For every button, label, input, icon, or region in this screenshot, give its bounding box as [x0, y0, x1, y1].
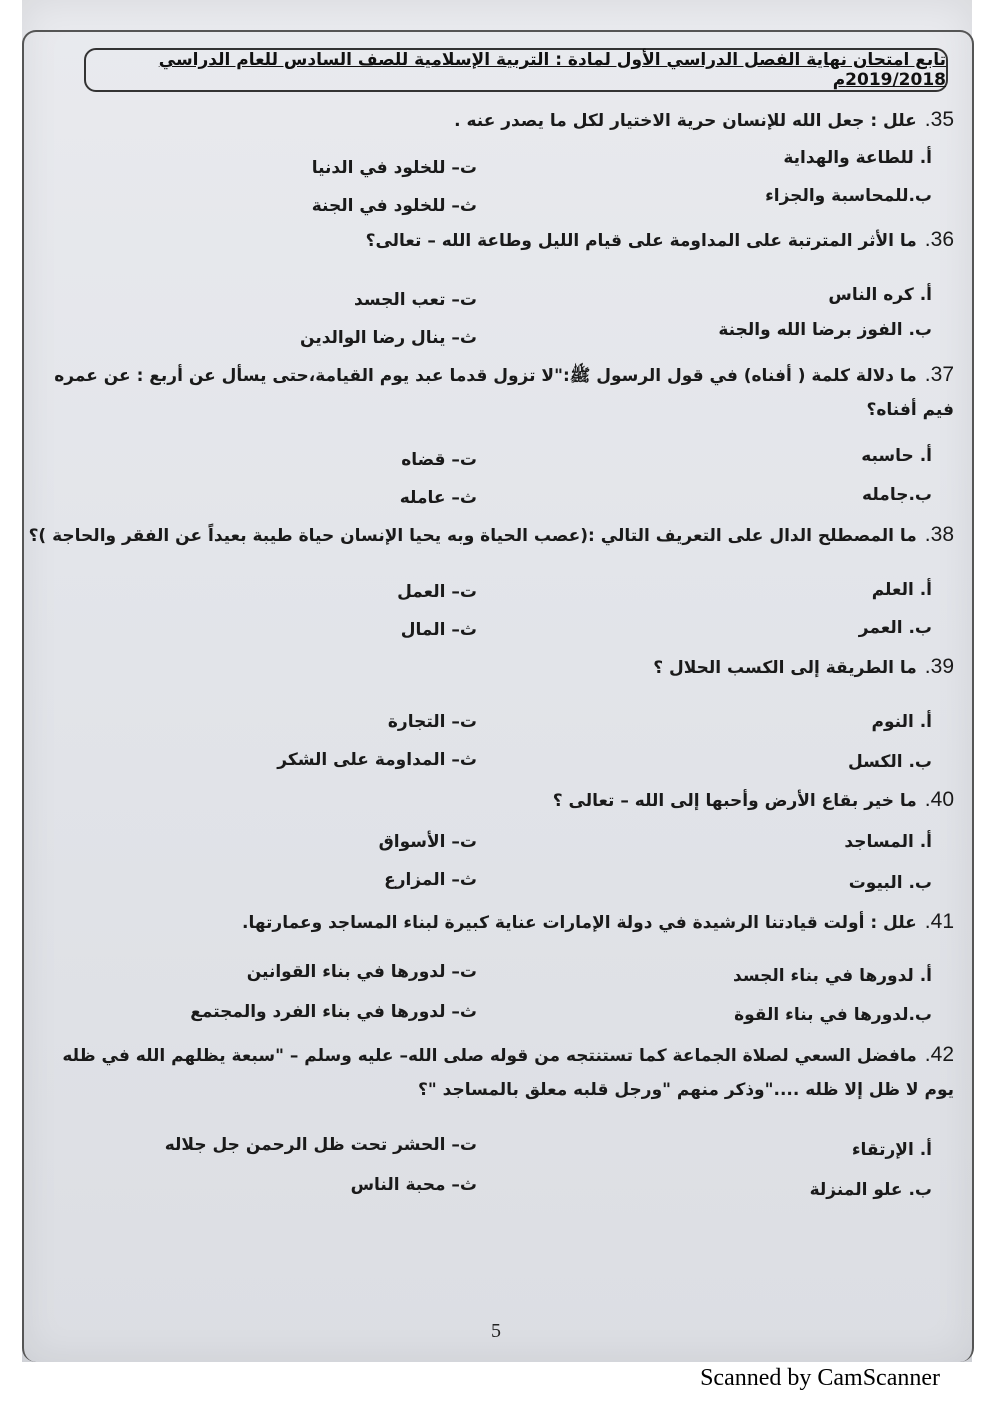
question-37: [30, 358, 954, 427]
option-c: ت– الحشر تحت ظل الرحمن جل جلاله: [164, 1135, 477, 1155]
question-36: [366, 228, 954, 252]
question-number: 38.: [924, 523, 954, 546]
option-d: ث– المزارع: [384, 870, 477, 890]
option-a: أ. النوم: [871, 712, 932, 732]
question-number: 36.: [924, 228, 954, 251]
question-text: ما المصطلح الدال على التعريف التالي :(عصب الحياة وبه يحيا الإنسان حياة طيبة بعيداً عن الفقر والحاجة )؟: [28, 526, 917, 546]
question-number: 39.: [924, 655, 954, 678]
option-d: ث– عامله: [399, 488, 477, 508]
question-38: [29, 523, 954, 547]
option-b: ب.جامله: [862, 485, 932, 505]
option-d: ث– محبة الناس: [350, 1175, 477, 1195]
option-b: ب.لدورها في بناء القوة: [734, 1005, 932, 1025]
question-text: علل : أولت قيادتنا الرشيدة في دولة الإمارات عناية كبيرة لبناء المساجد وعمارتها.: [241, 913, 917, 933]
question-41: [242, 910, 954, 934]
question-39: [653, 655, 954, 679]
option-c: ت– التجارة: [387, 712, 477, 732]
option-b: ب. البيوت: [848, 873, 932, 893]
question-text: ما الأثر المترتبة على المداومة على قيام الليل وطاعة الله – تعالى؟: [365, 231, 917, 251]
option-a: أ. لدورها في بناء الجسد: [733, 966, 932, 986]
question-42: [30, 1038, 954, 1107]
question-text: علل : جعل الله للإنسان حرية الاختيار لكل ما يصدر عنه .: [454, 111, 917, 131]
question-number: 42.: [924, 1043, 954, 1066]
exam-header: تابع امتحان نهاية الفصل الدراسي الأول لمادة : التربية الإسلامية للصف السادس للعام الدراسي 2019/2018م: [84, 48, 948, 92]
option-a: أ. كره الناس: [828, 285, 932, 305]
option-a: أ. الإرتقاء: [851, 1140, 932, 1160]
option-a: أ. العلم: [871, 580, 932, 600]
option-d: ث– لدورها في بناء الفرد والمجتمع: [190, 1002, 477, 1022]
scanner-watermark: Scanned by CamScanner: [700, 1365, 940, 1391]
question-35: [454, 108, 954, 132]
question-number: 37.: [924, 363, 954, 386]
option-d: ث– المداومة على الشكر: [277, 750, 477, 770]
question-40: [553, 788, 954, 812]
option-c: ت– العمل: [397, 582, 477, 602]
option-a: أ. للطاعة والهداية: [783, 148, 932, 168]
option-b: ب. الكسل: [847, 752, 932, 772]
question-number: 40.: [924, 788, 954, 811]
option-b: ب. علو المنزلة: [809, 1180, 932, 1200]
option-d: ث– المال: [400, 620, 477, 640]
option-d: ث– ينال رضا الوالدين: [300, 328, 477, 348]
option-c: ت– للخلود في الدنيا: [311, 158, 477, 178]
option-c: ت– الأسواق: [378, 832, 477, 852]
question-text: مافضل السعي لصلاة الجماعة كما تستنتجه من قوله صلى الله– عليه وسلم – "سبعة يظلهم الله في ظله يوم لا ظل إلا ظله ...."وذكر منهم "ورجل قلبه معلق بالمساجد "؟: [62, 1046, 954, 1100]
question-text: ما خير بقاع الأرض وأحبها إلى الله – تعالى ؟: [552, 791, 917, 811]
option-c: ت– قضاه: [401, 450, 477, 470]
option-d: ث– للخلود في الجنة: [311, 196, 477, 216]
option-b: ب. العمر: [858, 618, 932, 638]
option-a: أ. حاسبه: [861, 446, 932, 466]
option-a: أ. المساجد: [844, 832, 932, 852]
option-c: ت– تعب الجسد: [354, 290, 477, 310]
page-number: 5: [491, 1320, 501, 1342]
question-number: 35.: [924, 108, 954, 131]
option-c: ت– لدورها في بناء القوانين: [246, 962, 477, 982]
question-text: ما دلالة كلمة ( أفناه) في قول الرسول ﷺ:"لا تزول قدما عبد يوم القيامة،حتى يسأل عن أربع : عن عمره فيم أفناه؟: [54, 366, 954, 420]
question-number: 41.: [924, 910, 954, 933]
option-b: ب. الفوز برضا الله والجنة: [718, 320, 932, 340]
question-text: ما الطريقة إلى الكسب الحلال ؟: [653, 658, 917, 678]
option-b: ب.للمحاسبة والجزاء: [765, 186, 932, 206]
